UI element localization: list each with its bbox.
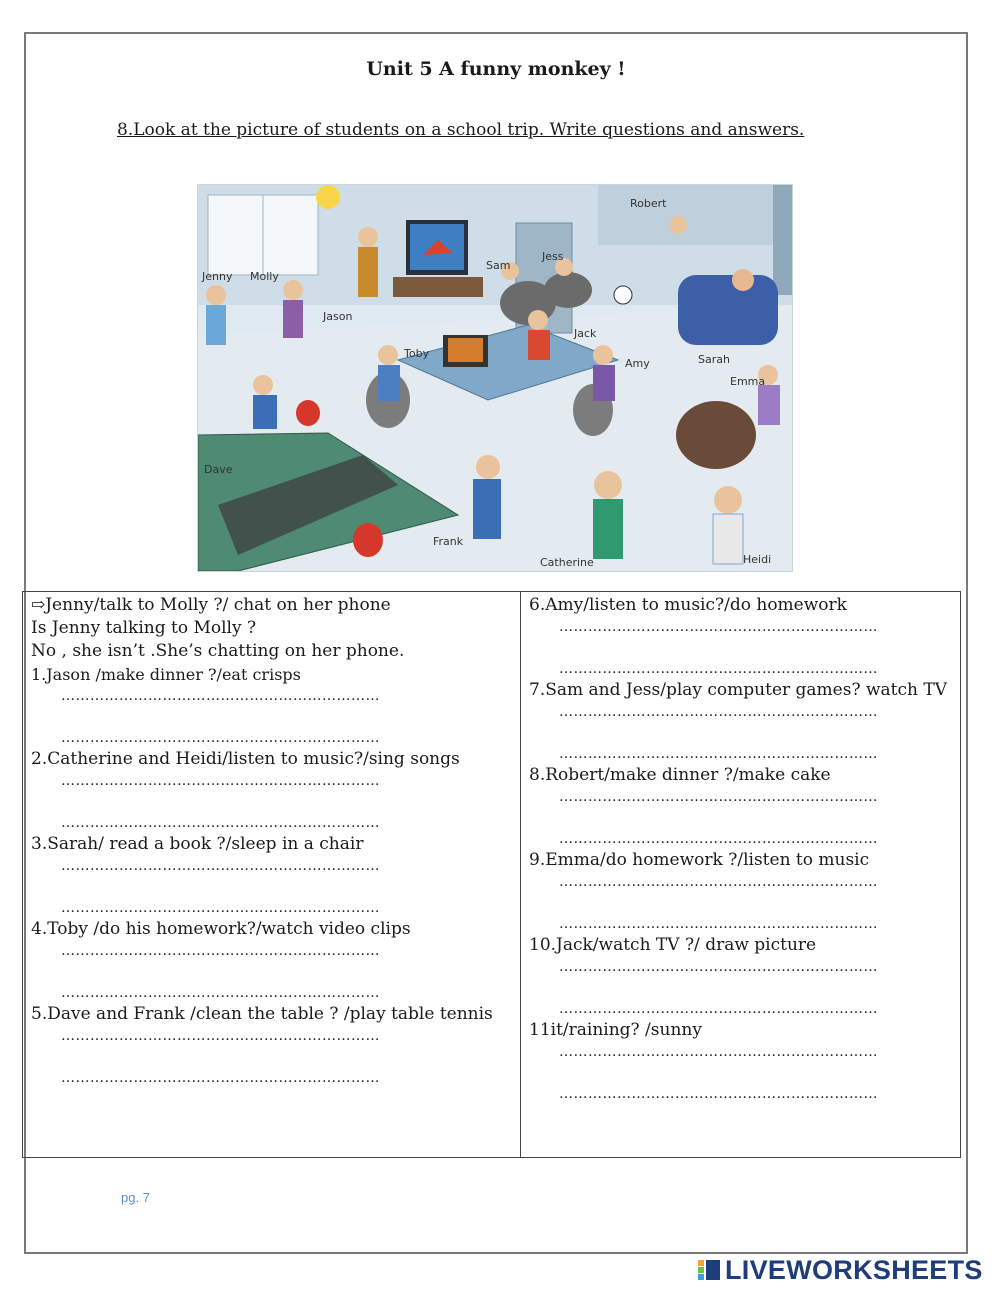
left-column — [23, 592, 521, 1157]
label-dave: Dave — [204, 463, 233, 476]
school-trip-illustration — [197, 184, 793, 572]
exercise-table — [22, 591, 961, 1158]
question-6: 6.Amy/listen to music?/do homework — [529, 595, 847, 615]
exercise-instruction: 8.Look at the picture of students on a school trip. Write questions and answers. — [117, 120, 805, 140]
label-toby: Toby — [404, 347, 430, 360]
label-emma: Emma — [730, 375, 766, 388]
answer-line-5b[interactable]: ………………………………………………………… — [61, 1070, 380, 1086]
label-jack: Jack — [574, 327, 597, 340]
label-frank: Frank — [433, 535, 464, 548]
label-amy: Amy — [625, 357, 650, 370]
answer-line-7b[interactable]: ………………………………………………………… — [559, 746, 878, 762]
label-catherine: Catherine — [540, 556, 594, 569]
liveworksheets-logo[interactable] — [698, 1255, 983, 1285]
brand-name: LIVEWORKSHEETS — [725, 1254, 983, 1285]
question-1: 1.Jason /make dinner ?/eat crisps — [31, 665, 301, 684]
label-robert: Robert — [630, 197, 667, 210]
liveworksheets-icon — [698, 1258, 722, 1282]
page-title: Unit 5 A funny monkey ! — [366, 58, 626, 80]
example-answer: No , she isn’t .She’s chatting on her phone. — [31, 641, 405, 661]
label-molly: Molly — [250, 270, 279, 283]
answer-line-1a[interactable]: ………………………………………………………… — [61, 688, 380, 704]
answer-line-9b[interactable]: ………………………………………………………… — [559, 916, 878, 932]
label-sarah: Sarah — [698, 353, 730, 366]
answer-line-7a[interactable]: ………………………………………………………… — [559, 704, 878, 720]
example-question: Is Jenny talking to Molly ? — [31, 618, 257, 638]
answer-line-8a[interactable]: ………………………………………………………… — [559, 789, 878, 805]
question-8: 8.Robert/make dinner ?/make cake — [529, 765, 831, 785]
answer-line-11a[interactable]: ………………………………………………………… — [559, 1044, 878, 1060]
question-10: 10.Jack/watch TV ?/ draw picture — [529, 935, 817, 955]
answer-line-8b[interactable]: ………………………………………………………… — [559, 831, 878, 847]
question-9: 9.Emma/do homework ?/listen to music — [529, 850, 870, 870]
answer-line-6b[interactable]: ………………………………………………………… — [559, 661, 878, 677]
answer-line-1b[interactable]: ………………………………………………………… — [61, 730, 380, 746]
answer-line-2b[interactable]: ………………………………………………………… — [61, 815, 380, 831]
question-5: 5.Dave and Frank /clean the table ? /play table tennis — [31, 1004, 493, 1024]
page-number: pg. 7 — [121, 1190, 150, 1205]
question-7: 7.Sam and Jess/play computer games? watch TV — [529, 680, 947, 700]
question-11: 11it/raining? /sunny — [529, 1020, 702, 1040]
question-3: 3.Sarah/ read a book ?/sleep in a chair — [31, 834, 364, 854]
answer-line-11b[interactable]: ………………………………………………………… — [559, 1086, 878, 1102]
label-heidi: Heidi — [743, 553, 772, 566]
answer-line-3b[interactable]: ………………………………………………………… — [61, 900, 380, 916]
label-jess: Jess — [542, 250, 564, 263]
label-sam: Sam — [486, 259, 511, 272]
answer-line-4b[interactable]: ………………………………………………………… — [61, 985, 380, 1001]
answer-line-5a[interactable]: ………………………………………………………… — [61, 1028, 380, 1044]
answer-line-2a[interactable]: ………………………………………………………… — [61, 773, 380, 789]
question-2: 2.Catherine and Heidi/listen to music?/sing songs — [31, 749, 460, 769]
label-jason: Jason — [323, 310, 353, 323]
answer-line-9a[interactable]: ………………………………………………………… — [559, 874, 878, 890]
answer-line-10a[interactable]: ………………………………………………………… — [559, 959, 878, 975]
example-prompt: ⇨Jenny/talk to Molly ?/ chat on her phone — [31, 595, 391, 615]
answer-line-6a[interactable]: ………………………………………………………… — [559, 619, 878, 635]
answer-line-10b[interactable]: ………………………………………………………… — [559, 1001, 878, 1017]
label-jenny: Jenny — [202, 270, 233, 283]
sun-icon — [316, 185, 340, 209]
right-column — [521, 592, 959, 1157]
answer-line-4a[interactable]: ………………………………………………………… — [61, 943, 380, 959]
answer-line-3a[interactable]: ………………………………………………………… — [61, 858, 380, 874]
question-4: 4.Toby /do his homework?/watch video clips — [31, 919, 411, 939]
